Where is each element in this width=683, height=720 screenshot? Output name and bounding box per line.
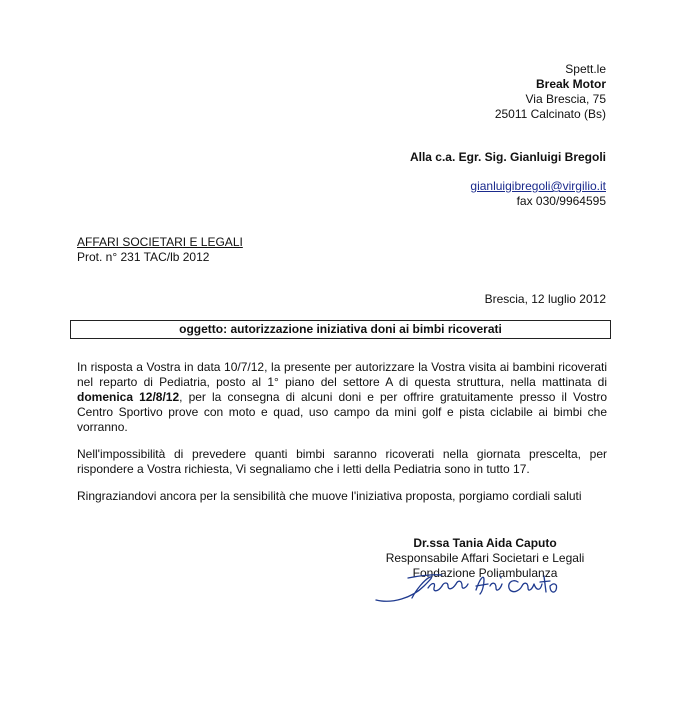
recipient-street: Via Brescia, 75: [525, 92, 606, 106]
department-heading: AFFARI SOCIETARI E LEGALI: [77, 235, 243, 249]
recipient-block: [360, 62, 606, 122]
subject-text: oggetto: autorizzazione iniziativa doni ai bimbi ricoverati: [179, 322, 502, 336]
recipient-company: Break Motor: [535, 77, 606, 91]
signatory-organization: Fondazione Poliambulanza: [412, 566, 558, 580]
body-paragraph-1: [77, 360, 607, 435]
email-link[interactable]: gianluigibregoli@virgilio.it: [470, 179, 606, 193]
body-paragraph-3: Ringraziandovi ancora per la sensibilità che muove l'iniziativa proposta, porgiamo cordiali saluti: [77, 489, 582, 503]
signatory-name: Dr.ssa Tania Aida Caputo: [413, 536, 557, 550]
recipient-salutation: Spett.le: [565, 62, 606, 76]
handwritten-signature: [372, 568, 562, 610]
signatory-role: Responsabile Affari Societari e Legali: [385, 551, 585, 565]
body-paragraph-2: Nell'impossibilità di prevedere quanti bimbi saranno ricoverati nella giornata prescelta, per rispondere a Vostra richiesta, Vi segnaliamo che i letti della Pediatria sono in tutto 17.: [77, 447, 607, 476]
protocol-number: Prot. n° 231 TAC/lb 2012: [77, 250, 210, 264]
recipient-city: 25011 Calcinato (Bs): [494, 107, 606, 121]
body-paragraph-1-end: , per la consegna di alcuni doni e per offrire gratuitamente presso il Vostro Centro Sportivo prove con moto e quad, uso campo da mini golf e pista ciclabile ai bimbi che vorranno.: [77, 390, 607, 434]
letter-date: Brescia, 12 luglio 2012: [484, 292, 606, 306]
body-paragraph-1-bold: domenica 12/8/12: [77, 390, 180, 404]
fax-number: fax 030/9964595: [516, 194, 606, 208]
contact-block: [360, 179, 606, 209]
subject-box: [70, 320, 611, 339]
attention-line: Alla c.a. Egr. Sig. Gianluigi Bregoli: [409, 150, 606, 164]
office-block: [77, 235, 337, 265]
body-paragraph-1-text: In risposta a Vostra in data 10/7/12, la presente per autorizzare la Vostra visita ai bambini ricoverati nel reparto di Pediatria, posto al 1° piano del settore A di questa struttura, nella mattinata di: [77, 360, 607, 389]
